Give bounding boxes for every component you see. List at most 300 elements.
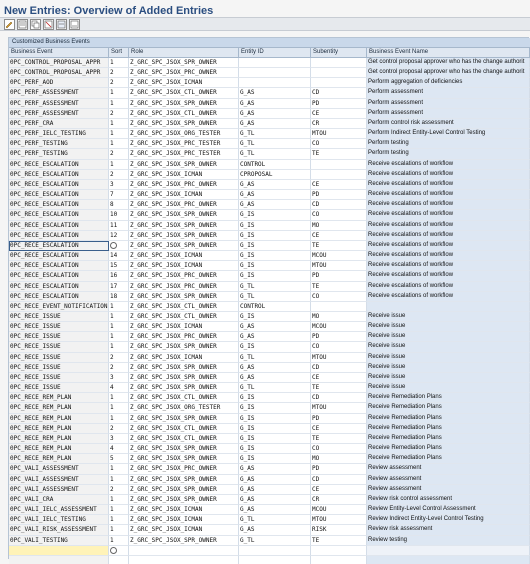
cell-role-text: Z_GRC_SPC_JSOX_SPR_OWNER (130, 221, 217, 229)
cell-subentity[interactable] (311, 403, 367, 413)
cell-role[interactable] (129, 373, 239, 383)
cell-sort[interactable] (109, 312, 129, 322)
cell-entity-id[interactable] (239, 231, 311, 241)
cell-entity-id[interactable] (239, 200, 311, 210)
cell-sort[interactable] (109, 495, 129, 505)
cell-role[interactable] (129, 353, 239, 363)
cell-role[interactable] (129, 495, 239, 505)
cell-role[interactable] (129, 139, 239, 149)
cell-business-event-name (367, 78, 530, 88)
table-row[interactable] (9, 119, 530, 129)
cell-role[interactable] (129, 302, 239, 312)
cell-entity-id-text: G_TL (240, 516, 255, 524)
cell-subentity[interactable] (311, 485, 367, 495)
cell-business-event-text: 0PC_RECE_ESCALATION (10, 241, 79, 249)
cell-business-event-name (367, 200, 530, 210)
table-row[interactable] (9, 322, 530, 332)
cell-entity-id[interactable] (239, 515, 311, 525)
cell-subentity[interactable] (311, 546, 367, 556)
cell-sort[interactable] (109, 403, 129, 413)
table-row[interactable] (9, 556, 530, 564)
cell-role[interactable] (129, 515, 239, 525)
cell-role[interactable] (129, 282, 239, 292)
value-help-icon[interactable] (110, 547, 117, 554)
cell-sort[interactable] (109, 383, 129, 393)
cell-role[interactable] (129, 221, 239, 231)
cell-subentity[interactable] (311, 282, 367, 292)
cell-role[interactable] (129, 525, 239, 535)
column-header-role[interactable]: Role (129, 48, 239, 58)
cell-role[interactable] (129, 424, 239, 434)
cell-sort[interactable] (109, 434, 129, 444)
cell-sort[interactable] (109, 424, 129, 434)
cell-sort[interactable] (109, 505, 129, 515)
cell-entity-id[interactable] (239, 475, 311, 485)
cell-role[interactable] (129, 99, 239, 109)
column-header-business-event-name[interactable]: Business Event Name (367, 48, 530, 58)
table-row[interactable] (9, 342, 530, 352)
cell-sort[interactable] (109, 485, 129, 495)
cell-entity-id[interactable] (239, 190, 311, 200)
cell-sort[interactable] (109, 454, 129, 464)
cell-sort[interactable] (109, 251, 129, 261)
cell-role[interactable] (129, 292, 239, 302)
cell-subentity[interactable] (311, 139, 367, 149)
cell-business-event-name (367, 322, 530, 332)
cell-sort[interactable] (109, 353, 129, 363)
cell-entity-id-text: G_TL (240, 130, 255, 138)
table-row[interactable] (9, 58, 530, 68)
cell-sort-text: 1 (110, 475, 114, 483)
cell-subentity[interactable] (311, 241, 367, 251)
cell-entity-id[interactable] (239, 58, 311, 68)
cell-sort[interactable] (109, 302, 129, 312)
cell-role[interactable] (129, 68, 239, 78)
cell-sort[interactable] (109, 342, 129, 352)
cell-entity-id[interactable] (239, 149, 311, 159)
cell-entity-id[interactable] (239, 68, 311, 78)
cell-role[interactable] (129, 261, 239, 271)
cell-entity-id[interactable] (239, 210, 311, 220)
cell-entity-id[interactable] (239, 414, 311, 424)
table-row[interactable] (9, 525, 530, 535)
cell-entity-id[interactable] (239, 342, 311, 352)
cell-entity-id[interactable] (239, 251, 311, 261)
cell-sort[interactable] (109, 180, 129, 190)
cell-business-event (9, 302, 109, 312)
table-row[interactable] (9, 271, 530, 281)
cell-subentity[interactable] (311, 312, 367, 322)
cell-entity-id-text: G_AS (240, 465, 255, 473)
cell-sort[interactable] (109, 109, 129, 119)
cell-role[interactable] (129, 393, 239, 403)
cell-entity-id[interactable] (239, 363, 311, 373)
cell-sort[interactable] (109, 170, 129, 180)
cell-subentity[interactable] (311, 99, 367, 109)
cell-role[interactable] (129, 475, 239, 485)
cell-sort[interactable] (109, 556, 129, 564)
cell-subentity[interactable] (311, 373, 367, 383)
cell-subentity[interactable] (311, 58, 367, 68)
table-row[interactable] (9, 403, 530, 413)
cell-role[interactable] (129, 180, 239, 190)
cell-business-event (9, 139, 109, 149)
cell-entity-id[interactable] (239, 454, 311, 464)
cell-role[interactable] (129, 332, 239, 342)
cell-subentity[interactable] (311, 78, 367, 88)
cell-role[interactable] (129, 454, 239, 464)
cell-subentity[interactable] (311, 119, 367, 129)
cell-entity-id[interactable] (239, 180, 311, 190)
cell-business-event-name (367, 231, 530, 241)
cell-entity-id[interactable] (239, 434, 311, 444)
cell-subentity[interactable] (311, 495, 367, 505)
cell-sort[interactable] (109, 78, 129, 88)
cell-entity-id[interactable] (239, 393, 311, 403)
table-row[interactable] (9, 160, 530, 170)
cell-subentity[interactable] (311, 505, 367, 515)
cell-role[interactable] (129, 322, 239, 332)
cell-subentity[interactable] (311, 261, 367, 271)
cell-entity-id[interactable] (239, 444, 311, 454)
cell-entity-id[interactable] (239, 109, 311, 119)
cell-subentity[interactable] (311, 88, 367, 98)
cell-role[interactable] (129, 383, 239, 393)
cell-subentity[interactable] (311, 342, 367, 352)
cell-entity-id[interactable] (239, 556, 311, 564)
cell-sort[interactable] (109, 271, 129, 281)
cell-role[interactable] (129, 231, 239, 241)
cell-sort-text: 4 (110, 445, 114, 453)
cell-sort[interactable] (109, 515, 129, 525)
cell-subentity[interactable] (311, 180, 367, 190)
table-row[interactable] (9, 129, 530, 139)
cell-subentity-text: TE (312, 282, 320, 290)
table-row[interactable] (9, 261, 530, 271)
cell-entity-id[interactable] (239, 282, 311, 292)
table-row[interactable] (9, 424, 530, 434)
cell-sort[interactable] (109, 292, 129, 302)
cell-sort-text: 1 (110, 160, 114, 168)
cell-subentity[interactable] (311, 302, 367, 312)
table-row[interactable] (9, 149, 530, 159)
cell-entity-id[interactable] (239, 525, 311, 535)
table-row[interactable] (9, 241, 530, 251)
table-row[interactable] (9, 292, 530, 302)
cell-entity-id[interactable] (239, 536, 311, 546)
cell-sort[interactable] (109, 129, 129, 139)
table-row[interactable] (9, 251, 530, 261)
cell-sort[interactable] (109, 88, 129, 98)
table-row[interactable] (9, 363, 530, 373)
cell-subentity[interactable] (311, 556, 367, 564)
cell-entity-id[interactable] (239, 170, 311, 180)
cell-subentity[interactable] (311, 475, 367, 485)
table-row[interactable] (9, 170, 530, 180)
table-row[interactable] (9, 190, 530, 200)
table-row[interactable] (9, 454, 530, 464)
cell-sort[interactable] (109, 241, 129, 251)
cell-role[interactable] (129, 109, 239, 119)
cell-entity-id[interactable] (239, 78, 311, 88)
details-button[interactable] (17, 19, 28, 30)
cell-role[interactable] (129, 241, 239, 251)
table-row[interactable] (9, 88, 530, 98)
table-row[interactable] (9, 180, 530, 190)
cell-sort[interactable] (109, 58, 129, 68)
cell-entity-id[interactable] (239, 485, 311, 495)
table-row[interactable] (9, 221, 530, 231)
table-row[interactable] (9, 485, 530, 495)
table-row[interactable] (9, 536, 530, 546)
cell-role[interactable] (129, 271, 239, 281)
cell-subentity-text: MTOU (312, 262, 327, 270)
value-help-icon[interactable] (110, 242, 117, 249)
cell-sort[interactable] (109, 363, 129, 373)
table-row[interactable] (9, 515, 530, 525)
cell-role[interactable] (129, 444, 239, 454)
cell-business-event (9, 434, 109, 444)
table-row[interactable] (9, 546, 530, 556)
cell-role[interactable] (129, 342, 239, 352)
cell-subentity[interactable] (311, 210, 367, 220)
cell-role[interactable] (129, 210, 239, 220)
cell-business-event-text: 0PC_RECE_EVENT_NOTIFICATION (10, 302, 108, 310)
cell-role[interactable] (129, 190, 239, 200)
cell-sort[interactable] (109, 139, 129, 149)
cell-entity-id[interactable] (239, 424, 311, 434)
cell-sort[interactable] (109, 160, 129, 170)
cell-role-text: Z_GRC_SPC_JSOX_SPR_OWNER (130, 445, 217, 453)
cell-subentity[interactable] (311, 68, 367, 78)
cell-sort[interactable] (109, 322, 129, 332)
cell-sort[interactable] (109, 231, 129, 241)
cell-subentity[interactable] (311, 424, 367, 434)
cell-role-text: Z_GRC_SPC_JSOX_SPR_OWNER (130, 485, 217, 493)
cell-subentity[interactable] (311, 149, 367, 159)
cell-role[interactable] (129, 505, 239, 515)
cell-subentity[interactable] (311, 322, 367, 332)
cell-role-text: Z_GRC_SPC_JSOX_SPR_OWNER (130, 119, 217, 127)
table-row[interactable] (9, 505, 530, 515)
table-row[interactable] (9, 68, 530, 78)
cell-subentity[interactable] (311, 160, 367, 170)
table-row[interactable] (9, 332, 530, 342)
cell-entity-id[interactable] (239, 322, 311, 332)
cell-subentity-text: CO (312, 140, 320, 148)
cell-role[interactable] (129, 129, 239, 139)
cell-subentity[interactable] (311, 363, 367, 373)
column-header-business-event[interactable]: Business Event (9, 48, 109, 58)
cell-sort[interactable] (109, 373, 129, 383)
cell-role[interactable] (129, 414, 239, 424)
cell-subentity[interactable] (311, 353, 367, 363)
cell-entity-id[interactable] (239, 139, 311, 149)
cell-subentity[interactable] (311, 170, 367, 180)
table-row[interactable] (9, 475, 530, 485)
cell-role[interactable] (129, 160, 239, 170)
cell-sort[interactable] (109, 68, 129, 78)
cell-subentity[interactable] (311, 393, 367, 403)
table-row[interactable] (9, 414, 530, 424)
cell-subentity[interactable] (311, 200, 367, 210)
cell-role[interactable] (129, 546, 239, 556)
cell-business-event (9, 221, 109, 231)
cell-subentity-text: CE (312, 109, 320, 117)
cell-subentity[interactable] (311, 464, 367, 474)
cell-subentity[interactable] (311, 251, 367, 261)
cell-entity-id[interactable] (239, 464, 311, 474)
table-row[interactable] (9, 109, 530, 119)
cell-sort[interactable] (109, 190, 129, 200)
cell-subentity[interactable] (311, 525, 367, 535)
cell-entity-id[interactable] (239, 99, 311, 109)
display-change-button[interactable] (4, 19, 15, 30)
cell-role[interactable] (129, 88, 239, 98)
cell-entity-id[interactable] (239, 160, 311, 170)
cell-role[interactable] (129, 170, 239, 180)
table-row[interactable] (9, 464, 530, 474)
cell-subentity[interactable] (311, 292, 367, 302)
table-row[interactable] (9, 282, 530, 292)
cell-sort[interactable] (109, 475, 129, 485)
cell-business-event (9, 180, 109, 190)
cell-subentity[interactable] (311, 536, 367, 546)
cell-business-event (9, 373, 109, 383)
cell-subentity[interactable] (311, 109, 367, 119)
cell-entity-id[interactable] (239, 271, 311, 281)
cell-role[interactable] (129, 58, 239, 68)
table-row[interactable] (9, 302, 530, 312)
table-row[interactable] (9, 99, 530, 109)
table-row[interactable] (9, 200, 530, 210)
cell-subentity[interactable] (311, 332, 367, 342)
column-header-subentity[interactable]: Subentity (311, 48, 367, 58)
cell-sort[interactable] (109, 464, 129, 474)
table-row[interactable] (9, 383, 530, 393)
delete-button[interactable] (43, 19, 54, 30)
cell-subentity[interactable] (311, 434, 367, 444)
cell-role-text: Z_GRC_SPC_JSOX_SPR_OWNER (130, 414, 217, 422)
cell-entity-id[interactable] (239, 221, 311, 231)
table-row[interactable] (9, 210, 530, 220)
cell-sort[interactable] (109, 99, 129, 109)
cell-entity-id[interactable] (239, 373, 311, 383)
cell-business-event-text: 0PC_RECE_REM_PLAN (10, 394, 72, 402)
cell-role[interactable] (129, 464, 239, 474)
cell-subentity[interactable] (311, 190, 367, 200)
cell-sort[interactable] (109, 393, 129, 403)
cell-subentity[interactable] (311, 414, 367, 424)
cell-entity-id[interactable] (239, 353, 311, 363)
cell-role[interactable] (129, 200, 239, 210)
table-row[interactable] (9, 353, 530, 363)
cell-entity-id[interactable] (239, 302, 311, 312)
column-header-sort[interactable]: Sort (109, 48, 129, 58)
table-row[interactable] (9, 444, 530, 454)
cell-role[interactable] (129, 312, 239, 322)
cell-role[interactable] (129, 556, 239, 564)
cell-business-event-text: 0PC_VALI_ASSESSMENT (10, 475, 79, 483)
cell-role[interactable] (129, 485, 239, 495)
cell-sort[interactable] (109, 546, 129, 556)
cell-sort[interactable] (109, 525, 129, 535)
cell-subentity[interactable] (311, 129, 367, 139)
cell-role[interactable] (129, 536, 239, 546)
cell-sort[interactable] (109, 210, 129, 220)
table-row[interactable] (9, 393, 530, 403)
cell-entity-id-text: G_AS (240, 201, 255, 209)
copy-as-button[interactable] (30, 19, 41, 30)
table-row[interactable] (9, 434, 530, 444)
deselect-all-button[interactable] (69, 19, 80, 30)
select-all-button[interactable] (56, 19, 67, 30)
cell-business-event (9, 149, 109, 159)
cell-subentity[interactable] (311, 383, 367, 393)
cell-sort[interactable] (109, 332, 129, 342)
cell-subentity[interactable] (311, 221, 367, 231)
cell-entity-id[interactable] (239, 241, 311, 251)
cell-sort[interactable] (109, 261, 129, 271)
cell-business-event (9, 383, 109, 393)
cell-role[interactable] (129, 363, 239, 373)
cell-subentity[interactable] (311, 231, 367, 241)
cell-sort[interactable] (109, 414, 129, 424)
cell-entity-id[interactable] (239, 332, 311, 342)
cell-entity-id[interactable] (239, 495, 311, 505)
cell-sort[interactable] (109, 444, 129, 454)
cell-role[interactable] (129, 119, 239, 129)
cell-entity-id[interactable] (239, 119, 311, 129)
cell-sort[interactable] (109, 221, 129, 231)
cell-subentity[interactable] (311, 444, 367, 454)
cell-sort[interactable] (109, 149, 129, 159)
cell-sort[interactable] (109, 200, 129, 210)
table-row[interactable] (9, 495, 530, 505)
cell-business-event (9, 119, 109, 129)
cell-role[interactable] (129, 434, 239, 444)
column-header-entity-id[interactable]: Entity ID (239, 48, 311, 58)
cell-entity-id[interactable] (239, 505, 311, 515)
cell-sort[interactable] (109, 119, 129, 129)
cell-entity-id[interactable] (239, 383, 311, 393)
table-row[interactable] (9, 373, 530, 383)
cell-subentity[interactable] (311, 454, 367, 464)
table-row[interactable] (9, 78, 530, 88)
cell-entity-id[interactable] (239, 261, 311, 271)
cell-entity-id[interactable] (239, 403, 311, 413)
cell-entity-id[interactable] (239, 546, 311, 556)
cell-business-event (9, 99, 109, 109)
cell-business-event-text: 0PC_PERF_TESTING (10, 140, 68, 148)
cell-role[interactable] (129, 403, 239, 413)
cell-entity-id[interactable] (239, 129, 311, 139)
cell-sort[interactable] (109, 282, 129, 292)
cell-entity-id[interactable] (239, 88, 311, 98)
cell-role[interactable] (129, 251, 239, 261)
cell-role[interactable] (129, 78, 239, 88)
cell-role[interactable] (129, 149, 239, 159)
cell-subentity[interactable] (311, 271, 367, 281)
table-row[interactable] (9, 139, 530, 149)
cell-subentity[interactable] (311, 515, 367, 525)
cell-sort[interactable] (109, 536, 129, 546)
cell-role-text: Z_GRC_SPC_JSOX_SPR_OWNER (130, 363, 217, 371)
table-row[interactable] (9, 312, 530, 322)
cell-entity-id[interactable] (239, 292, 311, 302)
table-row[interactable] (9, 231, 530, 241)
cell-entity-id[interactable] (239, 312, 311, 322)
